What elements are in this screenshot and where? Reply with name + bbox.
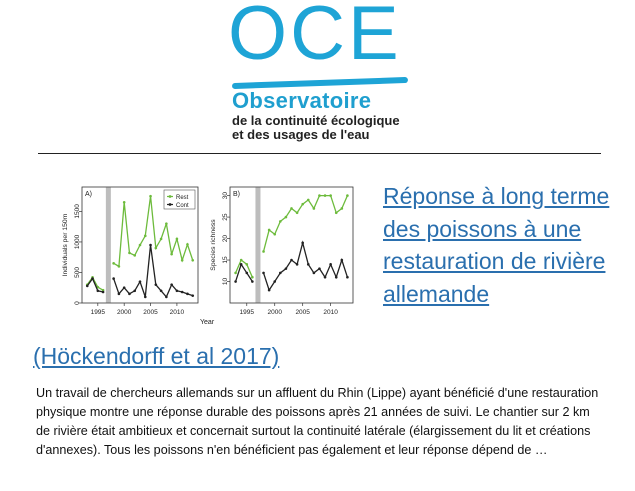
logo-subtitle-line2: et des usages de l'eau [232, 127, 370, 142]
panel-b-cont-point [290, 259, 293, 262]
panel-a-xlabel: Year [200, 319, 215, 326]
panel-b-rest-point [245, 263, 248, 266]
logo-acronym: OCE [228, 0, 402, 76]
panel-a-cont-point [133, 289, 136, 292]
panel-a-legend-label: Rest [176, 194, 189, 201]
panel-a-xtick-label: 1995 [90, 309, 106, 316]
panel-a-rest-point [133, 254, 136, 257]
panel-a-rest-point [160, 238, 163, 241]
panel-a-rest-point [170, 253, 173, 256]
panel-a-cont-point [170, 283, 173, 286]
logo-subtitle-line1: de la continuité écologique [232, 113, 400, 128]
panel-b-xtick-label: 1995 [239, 309, 255, 316]
panel-a-rest-point [149, 195, 152, 198]
fish-response-chart [55, 181, 360, 331]
panel-b-xtick-label: 2005 [295, 309, 310, 316]
panel-a-cont-point [160, 289, 163, 292]
panel-b-frame [230, 187, 353, 303]
panel-a-cont-point [181, 291, 184, 294]
article-excerpt: Un travail de chercheurs allemands sur un affluent du Rhin (Lippe) ayant bénéficié d'une restauration physique montre une réponse durable des poissons après 21 années de suivi. Le chantier sur 2 km de rivière était ambitieux et concernait surtout la continuité latérale (élargissement du lit et créations d'annexes). Tous les poissons n'en bénéficient pas également et leur réponse dépend de … [36, 386, 599, 457]
panel-b-cont-point [273, 280, 276, 283]
panel-a-ytick-label: 1500 [74, 204, 81, 219]
panel-b-ytick-label: 20 [222, 234, 229, 243]
panel-a-rest-point [123, 201, 126, 204]
panel-a-xtick-label: 2000 [116, 309, 132, 316]
panel-b-rest-point [301, 203, 304, 206]
panel-b-rest-point [346, 194, 349, 197]
panel-a-cont-point [149, 244, 152, 247]
panel-a-cont-point [97, 289, 100, 292]
panel-b-rest-point [273, 233, 276, 236]
panel-a-cont-point [139, 280, 142, 283]
logo-name: Observatoire [232, 88, 372, 113]
panel-a-legend-marker [169, 195, 172, 198]
panel-b-rest-line [264, 196, 348, 252]
panel-a-cont-point [176, 289, 179, 292]
panel-b-ytick-label: 15 [222, 256, 229, 264]
panel-a-ytick-label: 1000 [74, 234, 81, 250]
article-title-citation-link[interactable]: (Höckendorff et al 2017) [33, 343, 280, 369]
panel-b-cont-point [245, 272, 248, 275]
panel-b-rest-point [324, 194, 327, 197]
panel-a-cont-point [91, 277, 94, 280]
panel-a-ytick-label: 0 [74, 301, 81, 305]
panel-a-xtick-label: 2010 [169, 309, 185, 316]
panel-b-ytick-label: 25 [222, 213, 229, 221]
article-title-link[interactable]: Réponse à long terme des poissons à une restauration de rivière allemande [383, 183, 610, 307]
panel-b-rest-point [307, 199, 310, 202]
panel-b-cont-point [262, 272, 265, 275]
panel-a-rest-point [139, 244, 142, 247]
panel-a-cont-point [144, 296, 147, 299]
panel-a-cont-point [118, 293, 121, 296]
panel-a-legend-marker [169, 203, 172, 206]
panel-a-cont-point [123, 286, 126, 289]
panel-a-cont-point [165, 296, 168, 299]
panel-b-cont-point [301, 242, 304, 245]
panel-b-cont-point [240, 263, 243, 266]
panel-b-ytick-label: 30 [222, 191, 229, 200]
panel-b-label: B) [233, 191, 240, 198]
panel-b-rest-point [341, 207, 344, 210]
panel-b-cont-point [324, 276, 327, 279]
panel-b-xtick-label: 2010 [323, 309, 338, 316]
panel-b-xtick-label: 2000 [267, 309, 282, 316]
panel-a-rest-point [176, 238, 179, 241]
panel-b-cont-point [329, 263, 332, 266]
panel-b-cont-point [318, 267, 321, 270]
panel-a-ylabel: Individuals per 150m [62, 213, 69, 277]
panel-b-rest-point [296, 211, 299, 214]
panel-b-rest-point [234, 272, 237, 275]
panel-b-cont-point [346, 276, 349, 279]
panel-b-rest-point [251, 276, 254, 279]
panel-b-rest-point [313, 207, 316, 210]
panel-a-cont-point [191, 294, 194, 297]
panel-a-restoration-band [106, 188, 111, 303]
panel-a-rest-point [144, 235, 147, 238]
panel-a-cont-point [102, 291, 105, 294]
panel-b-rest-point [268, 229, 271, 232]
panel-a-rest-point [165, 222, 168, 225]
panel-b-ylabel: Species richness [210, 219, 217, 271]
panel-b-cont-point [335, 276, 338, 279]
panel-b-rest-point [262, 250, 265, 253]
panel-b-rest-point [240, 259, 243, 262]
panel-b-rest-point [279, 220, 282, 223]
panel-a-rest-point [181, 259, 184, 262]
panel-a-rest-point [112, 262, 115, 265]
panel-b-cont-point [251, 280, 254, 283]
panel-b-rest-point [329, 194, 332, 197]
panel-a-label: A) [85, 191, 92, 198]
panel-a-rest-point [128, 252, 131, 255]
panel-b-cont-point [313, 272, 316, 275]
panel-b-cont-point [296, 263, 299, 266]
panel-a-rest-point [191, 259, 194, 262]
panel-b-cont-point [268, 289, 271, 292]
panel-a-cont-point [128, 293, 131, 296]
panel-a-cont-point [155, 283, 158, 286]
panel-a-xtick-label: 2005 [143, 309, 158, 316]
panel-a-rest-point [186, 243, 189, 246]
panel-b-restoration-band [255, 188, 260, 303]
oce-logo[interactable] [0, 0, 635, 150]
panel-a-cont-point [86, 285, 89, 288]
panel-a-ytick-label: 500 [74, 267, 81, 278]
panel-b-rest-point [335, 211, 338, 214]
panel-b-cont-point [307, 263, 310, 266]
article-figure[interactable] [55, 181, 360, 331]
panel-b-cont-point [234, 280, 237, 283]
panel-b-rest-point [290, 207, 293, 210]
panel-a-rest-point [155, 247, 158, 250]
panel-a-rest-point [118, 265, 121, 268]
header-divider [38, 153, 601, 154]
panel-b-rest-point [318, 194, 321, 197]
panel-a-cont-point [112, 277, 115, 280]
panel-b-cont-point [341, 259, 344, 262]
panel-b-cont-point [285, 267, 288, 270]
panel-b-cont-point [279, 272, 282, 275]
panel-a-cont-point [186, 293, 189, 296]
panel-b-cont-line [264, 243, 348, 290]
panel-b-rest-point [285, 216, 288, 219]
panel-a-legend-label: Cont [176, 202, 189, 209]
panel-b-ytick-label: 10 [222, 277, 229, 286]
